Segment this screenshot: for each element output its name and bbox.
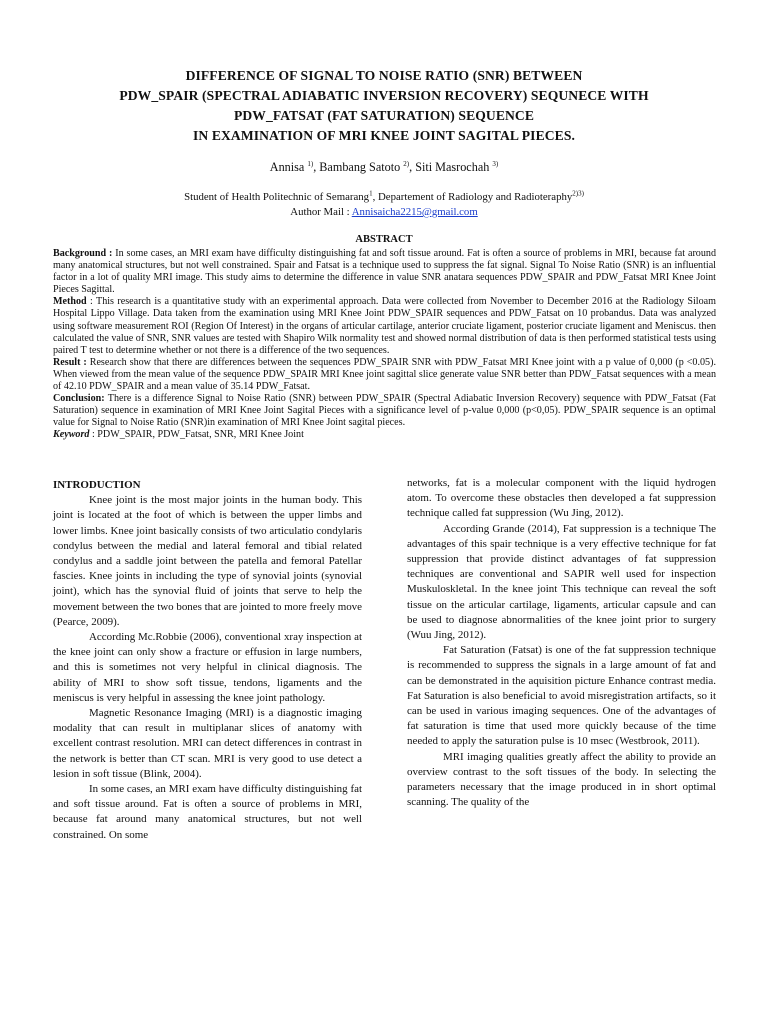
conclusion-text: There is a difference Signal to Noise Ratio (SNR) between PDW_SPAIR (Spectral Adiabatic Inversion Recovery) sequence with PDW_Fatsat (Fat Saturation) sequence in examination of MRI Knee Joint Sagital Pieces with a significance level of p-value 0,000 (p<0,05). PDW_SPAIR sequence is an optimal value for Signal to Noise Ratio (SNR)in examination of MRI Knee Joint sagital pieces. [53,393,716,429]
introduction-heading: INTRODUCTION [53,479,141,491]
mail-label: Author Mail : [290,206,352,218]
paper-title [40,66,728,146]
author-mail-line [0,205,768,220]
affiliation-dept: , Departement of Radiology and Radioteraphy [372,191,573,203]
affiliation-student: Student of Health Politechnic of Semarang [184,191,370,203]
abstract-method [53,296,716,356]
abstract-result [53,357,716,393]
paragraph: Magnetic Resonance Imaging (MRI) is a diagnostic imaging modality that can result in multiplanar slices of anatomy with excellent contrast resolution. MRI can detect differences in contrast in the network is better than CT scan. MRI is very good to use detect a lesion in soft tissue (Blink, 2004). [53,707,362,780]
affiliation-sup: 1 [369,189,373,198]
method-text: : This research is a quantitative study with an experimental approach. Data were collected from November to December 2016 at the Radiology Siloam Hospital Lippo Village. Data taken from the examination using MRI Knee Joint PDW_SPAIR sequences and PDW_Fatsat on 10 probandus. Data was analyzed using software measurement ROI (Region Of Interest) in the organs of articular cartilage, anterior cruciate ligament, posterior cruciate ligament and Meniscus. then calculated the value of SNR, SNR values are tested with Shapiro Wilk normality test and showed normal distribution of data is then performed statistical tests using paired T test to determine whether or not there is a difference of the two sequences. [53,296,716,356]
paragraph: Knee joint is the most major joints in the human body. This joint is located at the foot of which is between the upper limbs and lower limbs. Knee joint basically consists of two articulatio condylaris condylus between the medial and lateral femoral and tibial related condylus and a saddle joint between the patella and femoral Patellar fascies. Knee joints in including the type of synovial joints (synovial joint), which has the synovial fluid of joints that serve to help the movement between the two bones that are jointed to more freely move (Pearce, 2009). [53,494,362,628]
author-sup: 2) [403,159,410,168]
author-name: Annisa [269,160,308,174]
title-line: DIFFERENCE OF SIGNAL TO NOISE RATIO (SNR) BETWEEN [185,68,583,83]
paragraph: In some cases, an MRI exam have difficulty distinguishing fat and soft tissue around. Fat is often a source of problems in MRI, because fat around many anatomical structures, but not well constrained. On some [53,783,362,841]
abstract-background [53,248,716,296]
author-list [0,160,768,175]
right-column [407,476,716,810]
left-column [53,478,362,843]
result-text: Research show that there are differences between the sequences PDW_SPAIR SNR with PDW_Fatsat MRI Knee joint with a p value of 0,000 (p <0.05). When viewed from the mean value of the sequence PDW_SPAIR MRI Knee joint sagittal slice generate value SNR better than PDW_Fatsat sequences with a mean of 42.10 PDW_SPAIR and a mean value of 35.14 PDW_Fatsat. [53,356,716,393]
abstract-heading: ABSTRACT [355,234,413,245]
keyword-label: Keyword [53,429,90,441]
title-line: PDW_SPAIR (SPECTRAL ADIABATIC INVERSION RECOVERY) SEQUNECE WITH [119,88,649,103]
background-text: In some cases, an MRI exam have difficulty distinguishing fat and soft tissue around. Fat is often a source of problems in MRI, because fat around many anatomical structures, but not well constrained. Spair and Fatsat is a technique used to suppress the fat signal. Signal To Noise Ratio (SNR) is an influential factor in a lot of quality MRI image. This study aims to determine the difference in value SNR anatara sequences PDW_SPAIR and PDW_Fatsat MRI Knee Joint Pieces Sagittal. [53,248,716,296]
title-line: IN EXAMINATION OF MRI KNEE JOINT SAGITAL PIECES. [193,128,575,143]
paragraph: Fat Saturation (Fatsat) is one of the fat suppression technique is recommended to suppress the signals in a large amount of fat and can be demonstrated in the aquisition picture Enhance contrast media. Fat Saturation is also beneficial to avoid misregistration artifacts, so it can be used in various imaging sequences. One of the advantages of fat saturation is time that used more quickly because of the time needed to apply the saturation pulse is 10 msec (Westbrook, 2011). [407,644,716,748]
author-email-link[interactable]: Annisaicha2215@gmail.com [351,206,478,218]
keyword-text: : PDW_SPAIR, PDW_Fatsat, SNR, MRI Knee Joint [89,429,304,441]
conclusion-label: Conclusion: [53,393,105,405]
abstract-conclusion [53,393,716,429]
author-sup: 1) [307,159,314,168]
author-sup: 3) [492,159,499,168]
paragraph: According Mc.Robbie (2006), conventional xray inspection at the knee joint can only show a fracture or effusion in large numbers, and this is sometimes not very helpful in clinical diagnosis. The ability of MRI to show soft tissue, tendons, ligaments and the meniscus is very helpful in assessing the knee joint pathology. [53,631,362,704]
author-name: , Bambang Satoto [313,160,404,174]
abstract-body [53,248,716,442]
affiliation-line [0,190,768,205]
paragraph: According Grande (2014), Fat suppression is a technique The advantages of this spair technique is a very effective technique for fat suppression that provide distinct advantages of fat suppression techniques are conventional and SAPIR well used for inspection Muskuloskletal. In the knee joint This technique can reveal the soft tissue on the articular cartilage, ligaments, articular capsule and can be used to diagnose abnormalities of the knee joint prior to surgery (Wuu Jing, 2012). [407,522,716,642]
affiliation [0,190,768,220]
abstract-keyword [53,429,716,441]
result-label: Result : [53,356,87,368]
method-label: Method [53,296,87,308]
background-label: Background : [53,248,113,259]
paragraph: MRI imaging qualities greatly affect the ability to provide an overview contrast to the soft tissues of the body. In selecting the parameters necessary that the image produced in in short optimal scanning. The quality of the [407,750,716,809]
author-name: , Siti Masrochah [409,160,493,174]
affiliation-sup: 2)3) [572,189,584,198]
title-line: PDW_FATSAT (FAT SATURATION) SEQUENCE [233,108,535,123]
paragraph: networks, fat is a molecular component with the liquid hydrogen atom. To overcome these obstacles then developed a fat suppression technique called fat suppression (Wu Jing, 2012). [407,477,716,520]
